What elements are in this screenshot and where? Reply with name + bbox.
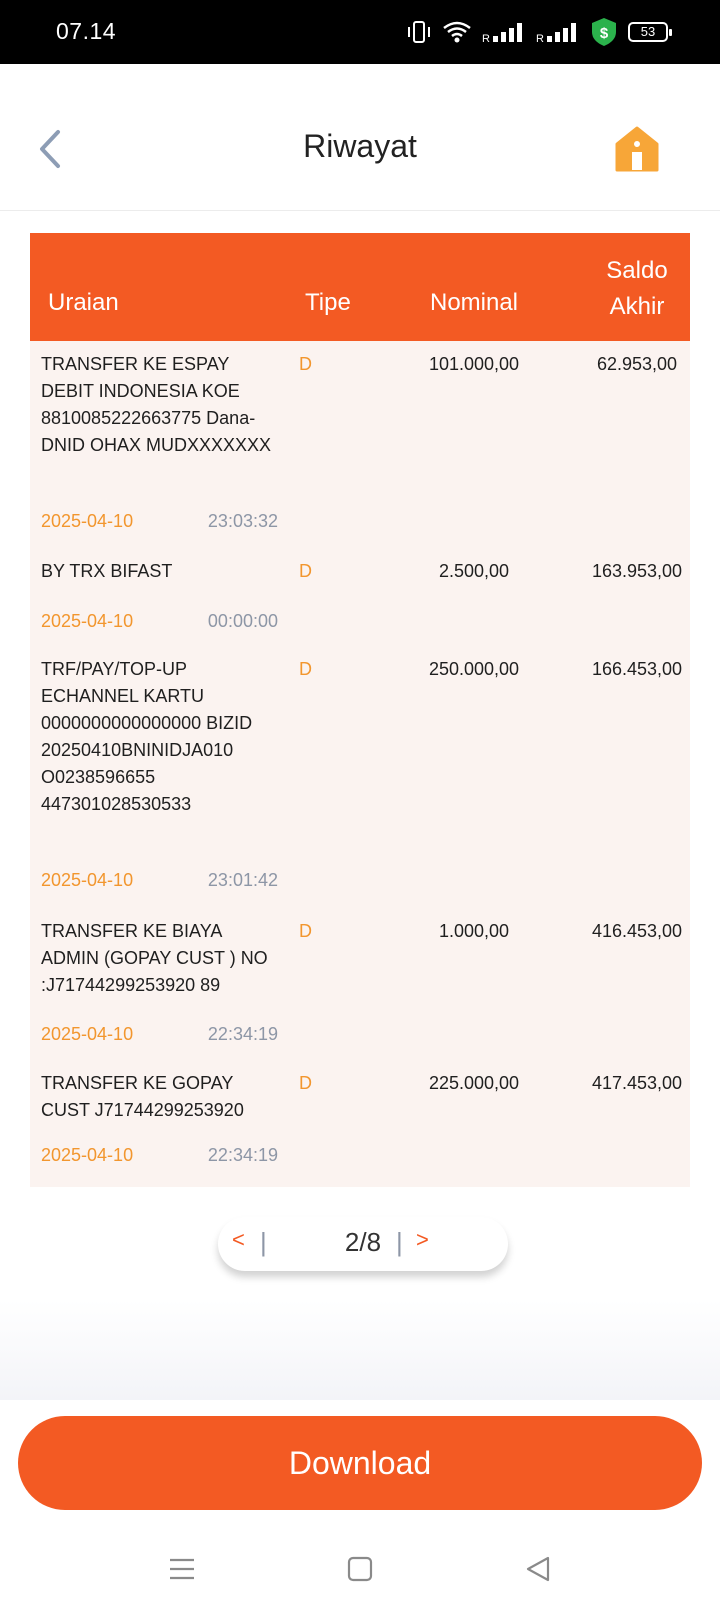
signal-2-icon (536, 20, 580, 44)
security-shield-icon (590, 17, 618, 47)
transaction-saldo: 166.453,00 (591, 659, 683, 679)
transaction-description: TRF/PAY/TOP-UP ECHANNEL KARTU 0000000000000000 BIZID 20250410BNINIDJA010 O0238596655 447301028530533 (41, 659, 253, 814)
bottom-fade (0, 1300, 720, 1400)
transaction-nominal: 225.000,00 (428, 1073, 520, 1093)
home-icon (614, 126, 660, 174)
status-icons (406, 16, 668, 48)
transaction-saldo: 62.953,00 (596, 354, 678, 374)
transaction-description: BY TRX BIFAST (41, 561, 173, 581)
svg-text:R: R (482, 33, 490, 44)
transaction-date: 2025-04-10 (41, 1024, 134, 1044)
transaction-saldo: 416.453,00 (591, 921, 683, 941)
status-bar (0, 0, 720, 64)
vibrate-icon (406, 20, 432, 44)
pager-separator: | (260, 1227, 267, 1257)
transaction-date: 2025-04-10 (41, 1145, 134, 1165)
transaction-time: 22:34:19 (207, 1145, 278, 1165)
table-header (30, 233, 690, 341)
transaction-saldo: 417.453,00 (591, 1073, 683, 1093)
transaction-nominal: 250.000,00 (428, 659, 520, 679)
transaction-description: TRANSFER KE BIAYA ADMIN (GOPAY CUST ) NO :J71744299253920 89 (41, 921, 268, 995)
table-row[interactable] (30, 341, 690, 548)
triangle-back-icon (524, 1554, 552, 1584)
pagination (218, 1217, 508, 1271)
transaction-description: TRANSFER KE ESPAY DEBIT INDONESIA KOE 8810085222663775 Dana-DNID OHAX MUDXXXXXXX (41, 354, 272, 455)
home-button[interactable] (614, 126, 660, 174)
transaction-time: 22:34:19 (207, 1024, 278, 1044)
app-header (0, 64, 720, 211)
page-title: Riwayat (303, 128, 417, 164)
wifi-icon (442, 20, 472, 44)
pager-separator: | (396, 1227, 403, 1257)
column-saldo-line2: Akhir (609, 293, 665, 320)
column-uraian: Uraian (48, 289, 119, 316)
transaction-date: 2025-04-10 (41, 511, 134, 531)
page-indicator: 2/8 (344, 1227, 382, 1257)
transaction-type: D (299, 354, 312, 374)
square-icon (346, 1554, 374, 1584)
table-row[interactable] (30, 646, 690, 908)
transaction-date: 2025-04-10 (41, 611, 134, 631)
transaction-date: 2025-04-10 (41, 870, 134, 890)
table-row[interactable] (30, 1060, 690, 1187)
transaction-type: D (299, 561, 312, 581)
transaction-type: D (299, 921, 312, 941)
column-saldo-akhir (550, 253, 720, 325)
back-nav-button[interactable] (524, 1554, 552, 1589)
transaction-time: 23:03:32 (207, 511, 278, 531)
transaction-time: 23:01:42 (207, 870, 278, 890)
next-page-button[interactable]: > (416, 1227, 429, 1252)
svg-text:R: R (536, 33, 544, 44)
status-time: 07.14 (56, 18, 117, 44)
transaction-table (30, 233, 690, 1187)
transaction-nominal: 101.000,00 (428, 354, 520, 374)
transaction-type: D (299, 659, 312, 679)
download-button[interactable]: Download (18, 1416, 702, 1510)
battery-indicator: 53 (628, 22, 668, 42)
column-tipe: Tipe (305, 289, 351, 316)
column-nominal: Nominal (429, 289, 519, 316)
system-nav-bar (0, 1536, 720, 1612)
table-row[interactable] (30, 908, 690, 1060)
transaction-description: TRANSFER KE GOPAY CUST J71744299253920 (41, 1073, 244, 1120)
prev-page-button[interactable]: < (232, 1227, 245, 1252)
menu-icon (168, 1554, 196, 1584)
table-row[interactable] (30, 548, 690, 646)
menu-nav-button[interactable] (168, 1554, 196, 1589)
transaction-time: 00:00:00 (207, 611, 278, 631)
column-saldo-line1: Saldo (606, 257, 668, 284)
transaction-nominal: 1.000,00 (438, 921, 510, 941)
transaction-nominal: 2.500,00 (438, 561, 510, 581)
signal-1-icon (482, 20, 526, 44)
svg-text:$: $ (599, 25, 609, 42)
home-nav-button[interactable] (346, 1554, 374, 1589)
transaction-type: D (299, 1073, 312, 1093)
transaction-saldo: 163.953,00 (591, 561, 683, 581)
